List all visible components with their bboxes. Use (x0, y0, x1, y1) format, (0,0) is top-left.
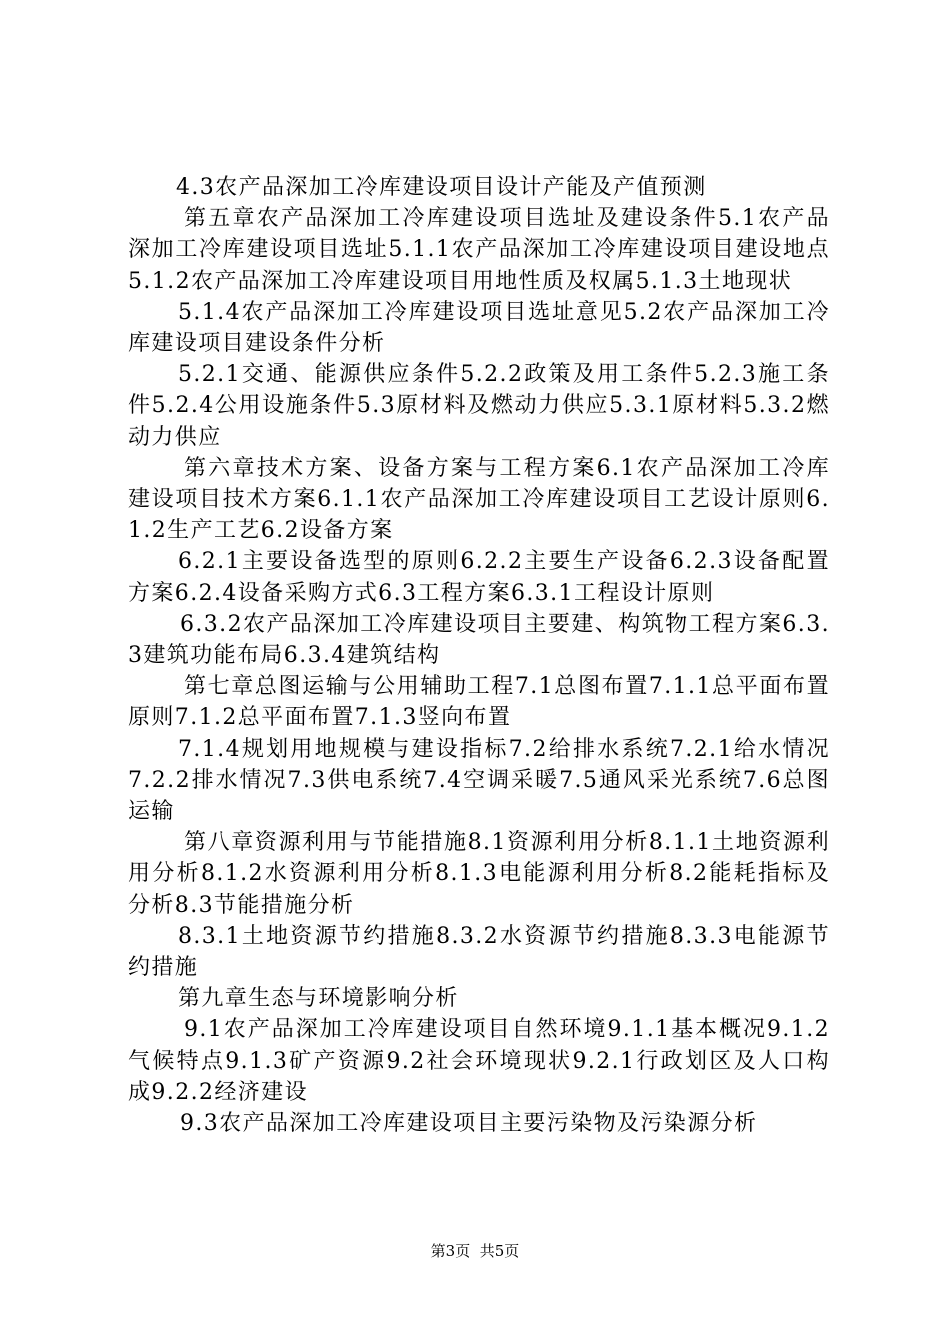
paragraph: 5.2.1交通、能源供应条件5.2.2政策及用工条件5.2.3施工条件5.2.4公用设施条件5.3原材料及燃动力供应5.3.1原材料5.3.2燃动力供应 (128, 362, 830, 450)
paragraph: 9.1农产品深加工冷库建设项目自然环境9.1.1基本概况9.1.2气候特点9.1.3矿产资源9.2社会环境现状9.2.1行政划区及人口构成9.2.2经济建设 (128, 1017, 830, 1105)
paragraph: 8.3.1土地资源节约措施8.3.2水资源节约措施8.3.3电能源节约措施 (128, 923, 830, 981)
page-number-current: 第3页 (430, 1242, 471, 1260)
paragraph: 5.1.4农产品深加工冷库建设项目选址意见5.2农产品深加工冷库建设项目建设条件分析 (128, 299, 830, 357)
paragraph: 4.3农产品深加工冷库建设项目设计产能及产值预测 (176, 175, 707, 200)
page-footer (0, 1241, 950, 1261)
page-number-total: 共5页 (479, 1242, 520, 1260)
paragraph: 第五章农产品深加工冷库建设项目选址及建设条件5.1农产品深加工冷库建设项目选址5.1.1农产品深加工冷库建设项目建设地点5.1.2农产品深加工冷库建设项目用地性质及权属5.1.3土地现状 (128, 206, 830, 294)
paragraph: 7.1.4规划用地规模与建设指标7.2给排水系统7.2.1给水情况7.2.2排水情况7.3供电系统7.4空调采暖7.5通风采光系统7.6总图运输 (128, 736, 830, 825)
footer-separator (470, 1242, 480, 1260)
paragraph: 第九章生态与环境影响分析 (178, 986, 459, 1012)
paragraph: 第七章总图运输与公用辅助工程7.1总图布置7.1.1总平面布置原则7.1.2总平面布置7.1.3竖向布置 (128, 674, 830, 731)
paragraph: 第六章技术方案、设备方案与工程方案6.1农产品深加工冷库建设项目技术方案6.1.1农产品深加工冷库建设项目工艺设计原则6.1.2生产工艺6.2设备方案 (128, 455, 830, 544)
paragraph: 9.3农产品深加工冷库建设项目主要污染物及污染源分析 (180, 1111, 758, 1137)
paragraph: 6.2.1主要设备选型的原则6.2.2主要生产设备6.2.3设备配置方案6.2.4设备采购方式6.3工程方案6.3.1工程设计原则 (128, 549, 830, 606)
paragraph: 第八章资源利用与节能措施8.1资源利用分析8.1.1土地资源利用分析8.1.2水资源利用分析8.1.3电能源利用分析8.2能耗指标及分析8.3节能措施分析 (128, 830, 830, 918)
document-body (128, 172, 830, 1139)
paragraph: 6.3.2农产品深加工冷库建设项目主要建、构筑物工程方案6.3.3建筑功能布局6.3.4建筑结构 (128, 611, 830, 669)
